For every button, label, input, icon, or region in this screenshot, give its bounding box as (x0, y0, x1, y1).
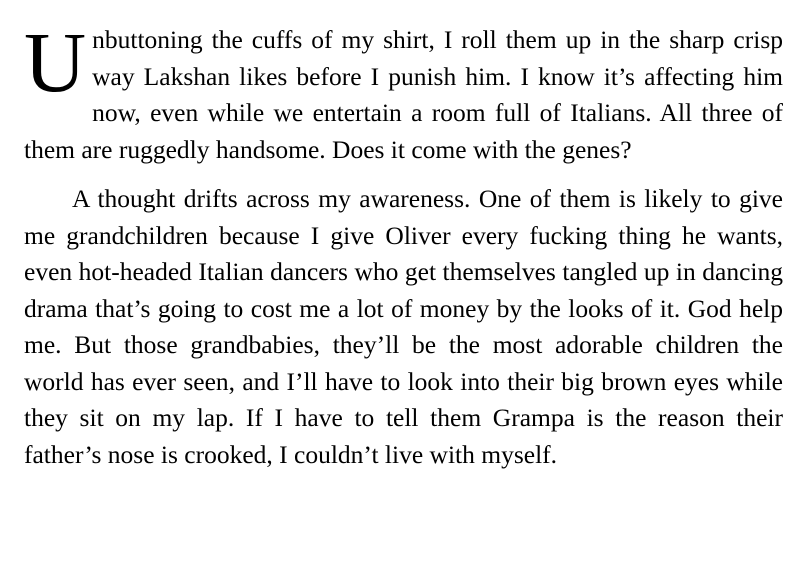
paragraph-1 (24, 14, 783, 168)
drop-cap-letter: U (24, 14, 87, 110)
paragraph-1-text: nbuttoning the cuffs of my shirt, I roll them up in the sharp crisp way Lakshan likes before I punish him. I know it’s affecting him now, even while we entertain a room full of Italians. All three of them are ruggedly handsome. Does it come with the genes? (24, 25, 783, 164)
paragraph-2 (24, 181, 783, 473)
paragraph-2-text: A thought drifts across my awareness. One of them is likely to give me grandchildren because I give Oliver every fucking thing he wants, even hot-headed Italian dancers who get themselves tangled up in dancing drama that’s going to cost me a lot of money by the looks of it. God help me. But those grandbabies, they’ll be the most adorable children the world has ever seen, and I’ll have to look into their big brown eyes while they sit on my lap. If I have to tell them Grampa is the reason their father’s nose is crooked, I couldn’t live with myself. (24, 184, 783, 469)
